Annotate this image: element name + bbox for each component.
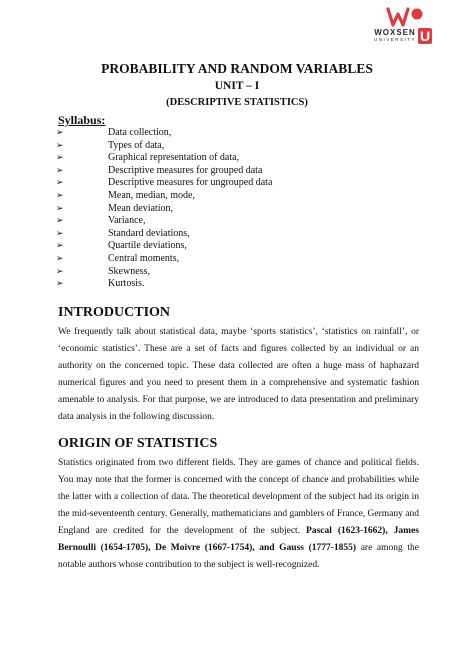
arrowhead-bullet-icon: ➢: [56, 279, 64, 290]
origin-text-after: are among the notable authors whose contribution to the subject is well-recognized.: [58, 543, 419, 570]
unit-subtitle: (DESCRIPTIVE STATISTICS): [166, 97, 308, 108]
syllabus-item-label: Skewness,: [108, 265, 150, 277]
syllabus-item-label: Mean, median, mode,: [108, 189, 195, 201]
introduction-paragraph: We frequently talk about statistical data, maybe ‘sports statistics’, ‘statistics on rainfall’, or ‘economic statistics’. These are a set of facts and figures collected by an individual or an authority on the concerned topic. These data collected are often a huge mass of haphazard numerical figures and you need to present them in a comprehensive and systematic fashion amenable to analysis. For that purpose, we are introduced to data presentation and preliminary data analysis in the following discussion.: [58, 327, 419, 422]
syllabus-item-label: Mean deviation,: [108, 202, 173, 214]
arrowhead-bullet-icon: ➢: [56, 203, 64, 214]
arrowhead-bullet-icon: ➢: [56, 216, 64, 227]
arrowhead-bullet-icon: ➢: [56, 241, 64, 252]
origin-bold-names: Pascal (1623-1662), James Bernoulli (1654-1705), De Moivre (1667-1754), and Gauss (1777-1855): [58, 526, 419, 553]
logo-wordmark: WOXSEN: [374, 28, 416, 37]
syllabus-item-label: Central moments,: [108, 252, 180, 264]
introduction-heading: INTRODUCTION: [58, 305, 171, 320]
logo-u-badge: U: [419, 28, 431, 44]
arrowhead-bullet-icon: ➢: [56, 266, 64, 277]
document-title: PROBABILITY AND RANDOM VARIABLES: [101, 61, 373, 76]
arrowhead-bullet-icon: ➢: [56, 153, 64, 164]
syllabus-heading: Syllabus:: [58, 113, 106, 127]
syllabus-item-label: Data collection,: [108, 127, 172, 138]
arrowhead-bullet-icon: ➢: [56, 228, 64, 239]
origin-text-before: Statistics originated from two different fields. They are games of chance and political fields. You may note that the former is concerned with the concept of chance and probabilities while the latter with a collection of data. The theoretical development of the subject had its origin in the mid-seventeenth century. Generally, mathematicians and gamblers of France, Germany and England are credited for the development of the subject.: [58, 458, 419, 536]
arrowhead-bullet-icon: ➢: [56, 140, 64, 151]
origin-paragraph: [58, 455, 419, 574]
arrowhead-bullet-icon: ➢: [56, 253, 64, 264]
syllabus-item-label: Graphical representation of data,: [108, 152, 240, 164]
unit-label: UNIT – I: [214, 80, 260, 92]
syllabus-item-label: Variance,: [108, 215, 146, 227]
syllabus-item-label: Kurtosis.: [108, 278, 145, 290]
arrowhead-bullet-icon: ➢: [56, 178, 64, 189]
arrowhead-bullet-icon: ➢: [56, 128, 64, 138]
arrowhead-bullet-icon: ➢: [56, 190, 64, 201]
syllabus-item-label: Quartile deviations,: [108, 240, 187, 252]
logo-subtext: UNIVERSITY: [373, 37, 416, 42]
syllabus-item-label: Descriptive measures for ungrouped data: [108, 177, 273, 189]
woxsen-logo: [372, 6, 440, 46]
syllabus-item-label: Descriptive measures for grouped data: [108, 164, 263, 176]
syllabus-item-label: Standard deviations,: [108, 227, 190, 239]
syllabus-item-label: Types of data,: [108, 139, 165, 151]
woxsen-w-mark-icon: [382, 6, 428, 28]
arrowhead-bullet-icon: ➢: [56, 165, 64, 176]
origin-heading: ORIGIN OF STATISTICS: [58, 436, 218, 451]
